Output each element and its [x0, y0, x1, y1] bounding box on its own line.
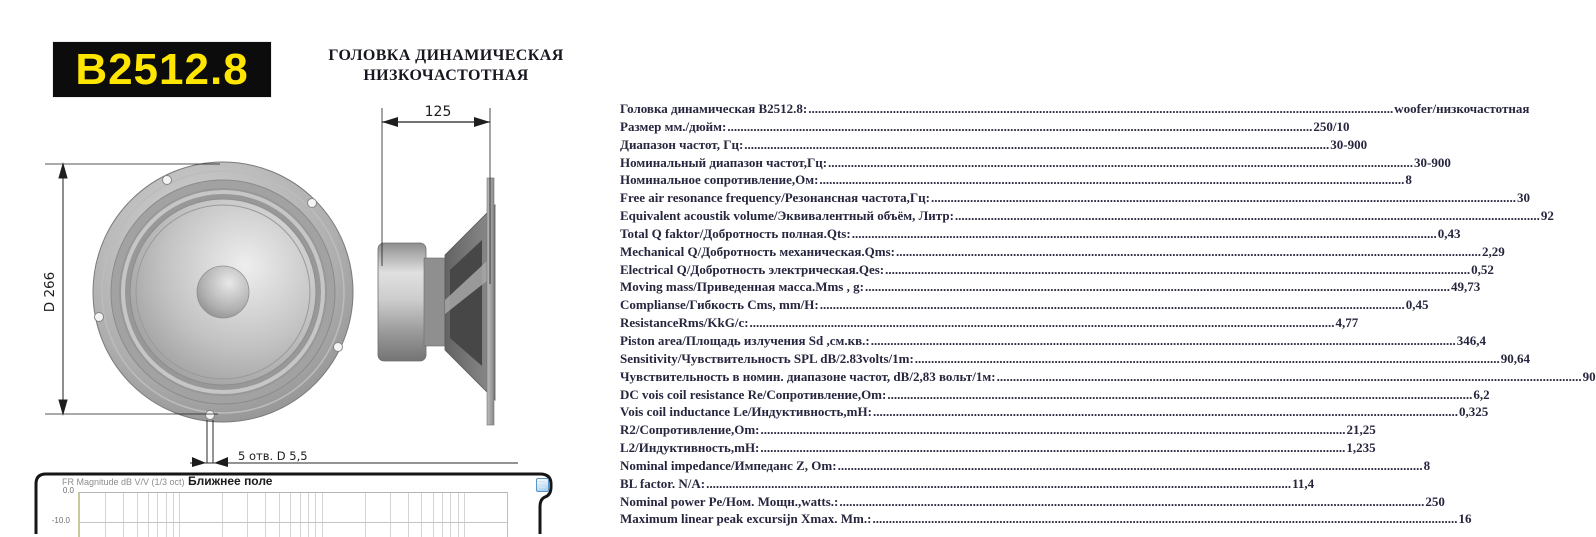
gridline-vertical — [300, 493, 301, 537]
spec-row — [620, 190, 1530, 208]
leader-dots: .................................................................................................................................................................................... — [839, 493, 1425, 509]
gridline-vertical — [433, 493, 434, 537]
leader-dots: .................................................................................................................................................................................... — [749, 315, 1335, 331]
speaker-side-view — [378, 178, 495, 425]
spec-label: Nominal power Pe/Ном. Мощн.,watts.: — [620, 493, 839, 509]
spec-row — [620, 493, 1445, 512]
gridline-vertical — [421, 493, 422, 537]
spec-value: 250 — [1425, 493, 1445, 509]
mounting-hole — [163, 176, 172, 185]
y-tick-neg10: -10.0 — [51, 516, 70, 525]
spec-label: Vois coil inductance Le/Индуктивность,mH: — [620, 404, 872, 420]
spec-label: Чувствительность в номин. диапазоне частот, dB/2,83 вольт/1м: — [620, 368, 996, 384]
gridline-vertical — [365, 493, 366, 537]
spec-row — [620, 297, 1429, 315]
spec-row — [620, 261, 1494, 280]
spec-value: 21,25 — [1346, 422, 1376, 438]
spec-value: 30-900 — [1330, 136, 1368, 152]
spec-row — [620, 350, 1531, 369]
gridline-vertical — [408, 493, 409, 537]
spec-row — [620, 440, 1376, 458]
spec-value: 90,64 — [1500, 350, 1531, 366]
mounting-hole — [95, 313, 104, 322]
spec-row — [620, 457, 1431, 476]
fr-magnitude-label: FR Magnitude dB V/V (1/3 oct) — [62, 477, 185, 487]
gridline-vertical — [458, 493, 459, 537]
spec-value: 2,29 — [1482, 243, 1505, 259]
spec-row — [620, 279, 1481, 297]
gridline-vertical — [279, 493, 280, 537]
spec-row — [620, 404, 1489, 422]
gridline-vertical — [315, 493, 316, 537]
spec-row — [620, 386, 1490, 405]
document-icon[interactable] — [536, 478, 549, 492]
spec-label: Nominal impedance/Импеданс Z, Om: — [620, 457, 837, 473]
spec-value: 8 — [1423, 457, 1431, 473]
leader-dots: .................................................................................................................................................................................... — [931, 190, 1516, 206]
leader-dots: .................................................................................................................................................................................... — [885, 261, 1471, 277]
spec-row — [620, 368, 1596, 387]
gridline-vertical — [173, 493, 174, 537]
gridline-vertical — [123, 493, 124, 537]
model-badge — [53, 42, 271, 97]
gridline-vertical — [222, 493, 223, 537]
spec-value: 1,235 — [1346, 440, 1376, 456]
spec-value: 6,2 — [1473, 386, 1490, 402]
spec-row — [620, 118, 1350, 137]
spec-label: Головка динамическая B2512.8: — [620, 101, 808, 116]
page-title-line2: НИЗКОЧАСТОТНАЯ — [363, 67, 529, 84]
spec-row — [620, 332, 1486, 351]
spec-value: 49,73 — [1450, 279, 1481, 295]
leader-dots: .................................................................................................................................................................................... — [808, 101, 1394, 116]
spec-label: Free air resonance frequency/Резонансная частота,Гц: — [620, 190, 930, 206]
magnet — [378, 243, 426, 361]
spec-label: ResistanceRms/KkG/c: — [620, 315, 749, 331]
leader-dots: .................................................................................................................................................................................... — [914, 350, 1500, 366]
spec-label: Размер мм./дюйм: — [620, 118, 727, 134]
spec-label: DC vois coil resistance Re/Сопротивление,Om: — [620, 386, 887, 402]
spec-list — [620, 101, 1596, 529]
spec-value: 0,43 — [1437, 225, 1461, 241]
spec-value: 11,4 — [1292, 475, 1315, 491]
spec-label: Electrical Q/Добротность электрическая.Qes: — [620, 261, 885, 277]
mounting-hole — [206, 411, 215, 420]
gridline-vertical — [166, 493, 167, 537]
leader-dots: .................................................................................................................................................................................... — [896, 243, 1482, 259]
leader-dots: .................................................................................................................................................................................... — [870, 332, 1456, 348]
leader-dots: .................................................................................................................................................................................... — [954, 208, 1540, 224]
gridline-horizontal — [80, 522, 507, 523]
leader-dots: .................................................................................................................................................................................... — [872, 511, 1458, 527]
speaker-front-view — [93, 162, 353, 422]
spec-label: Maximum linear peak excursijn Xmax. Mm.: — [620, 511, 872, 527]
spec-value: woofer/низкочастотная — [1394, 101, 1530, 116]
leader-dots: .................................................................................................................................................................................... — [864, 279, 1450, 295]
leader-dots: .................................................................................................................................................................................... — [851, 225, 1437, 241]
spec-value: 4,77 — [1335, 315, 1359, 331]
leader-dots: .................................................................................................................................................................................... — [872, 404, 1458, 420]
spec-value: 0,52 — [1471, 261, 1494, 277]
gridline-vertical — [137, 493, 138, 537]
leader-dots: .................................................................................................................................................................................... — [837, 457, 1423, 473]
spec-label: BL factor. N/A: — [620, 475, 706, 491]
spec-row — [620, 475, 1315, 494]
voice-coil-neck — [424, 258, 446, 346]
spec-value: 30-900 — [1414, 154, 1451, 170]
dim-diameter-label: D 266 — [42, 271, 58, 313]
gridline-vertical — [464, 493, 465, 537]
mounting-hole — [334, 343, 343, 352]
spec-label: Номинальный диапазон частот,Гц: — [620, 154, 828, 170]
chart-title: Ближнее поле — [188, 474, 273, 488]
spec-value: 0,45 — [1405, 297, 1429, 313]
dim-width-label: 125 — [424, 104, 452, 120]
spec-value: 346,4 — [1456, 332, 1486, 348]
mounting-flange-plate — [487, 178, 494, 425]
leader-dots: .................................................................................................................................................................................... — [828, 154, 1414, 170]
spec-row — [620, 154, 1451, 173]
spec-label: Moving mass/Приведенная масса.Mms , g: — [620, 279, 864, 295]
spec-row — [620, 511, 1472, 529]
leader-dots: .................................................................................................................................................................................... — [996, 368, 1582, 384]
leader-dots: .................................................................................................................................................................................... — [706, 475, 1292, 491]
fr-plot-area — [78, 492, 508, 537]
gridline-vertical — [247, 493, 248, 537]
gridline-vertical — [179, 493, 180, 537]
leader-dots: .................................................................................................................................................................................... — [819, 172, 1405, 188]
gridline-vertical — [450, 493, 451, 537]
spec-label: Mechanical Q/Добротность механическая.Qms: — [620, 243, 896, 259]
gridline-vertical — [148, 493, 149, 537]
spec-row — [620, 225, 1461, 244]
gridline-vertical — [308, 493, 309, 537]
spec-row — [620, 243, 1505, 262]
spec-label: Диапазон частот, Гц: — [620, 136, 744, 152]
gridline-vertical — [442, 493, 443, 537]
spec-value: 30 — [1517, 190, 1530, 206]
mounting-hole — [308, 199, 317, 208]
leader-dots: .................................................................................................................................................................................... — [887, 386, 1473, 402]
leader-dots: .................................................................................................................................................................................... — [760, 422, 1346, 438]
spec-label: R2/Сопротивление,Om: — [620, 422, 760, 438]
spec-row — [620, 208, 1554, 226]
model-number: B2512.8 — [75, 44, 249, 94]
leader-dots: .................................................................................................................................................................................... — [744, 136, 1330, 152]
spec-label: Sensitivity/Чувствительность SPL dB/2.83volts/1m: — [620, 350, 914, 366]
spec-label: Номинальное сопротивление,Ом: — [620, 172, 819, 188]
gridline-vertical — [265, 493, 266, 537]
spec-label: Complianse/Гибкость Cms, mm/H: — [620, 297, 819, 313]
holes-note-label: 5 отв. D 5,5 — [238, 449, 308, 463]
y-tick-0: 0.0 — [62, 486, 74, 495]
spec-value: 8 — [1405, 172, 1412, 188]
spec-label: Piston area/Площадь излучения Sd ,см.кв.: — [620, 332, 870, 348]
spec-value: 0,325 — [1458, 404, 1489, 420]
spec-value: 250/10 — [1313, 118, 1350, 134]
leader-dots: .................................................................................................................................................................................... — [727, 118, 1313, 134]
spec-row — [620, 422, 1376, 440]
spec-label: L2/Индуктивность,mH: — [620, 440, 760, 456]
spec-value: 90 — [1582, 368, 1596, 384]
page-title-line1: ГОЛОВКА ДИНАМИЧЕСКАЯ — [328, 47, 564, 64]
leader-dots: .................................................................................................................................................................................... — [760, 440, 1346, 456]
page-title — [298, 46, 594, 86]
spec-label: Total Q faktor/Добротность полная.Qts: — [620, 225, 851, 241]
technical-drawing — [40, 98, 570, 470]
spec-row — [620, 101, 1530, 119]
dust-cap — [197, 266, 249, 318]
leader-dots: .................................................................................................................................................................................... — [819, 297, 1405, 313]
spec-row — [620, 172, 1412, 190]
gridline-vertical — [157, 493, 158, 537]
gridline-vertical — [290, 493, 291, 537]
gridline-vertical — [390, 493, 391, 537]
spec-value: 16 — [1458, 511, 1472, 527]
spec-row — [620, 136, 1368, 155]
spec-value: 92 — [1540, 208, 1554, 224]
spec-row — [620, 315, 1359, 333]
gridline-vertical — [322, 493, 323, 537]
gridline-vertical — [105, 493, 106, 537]
spec-label: Equivalent acoustik volume/Эквивалентный объём, Литр: — [620, 208, 954, 224]
